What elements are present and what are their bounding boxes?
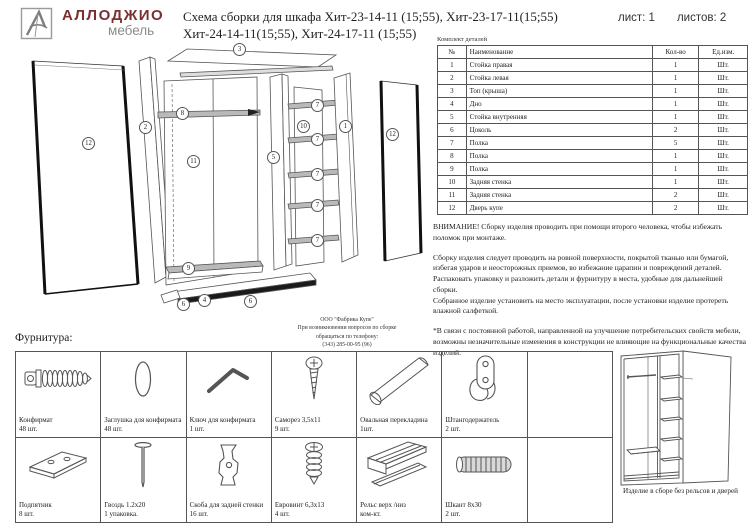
- callout-6: 6: [177, 298, 190, 311]
- callout-7: 7: [311, 133, 324, 146]
- instruction-paragraph: Распаковать упаковку и разложить детали и фурнитуру в места, удобные для дальнейшей сборки.: [433, 274, 723, 294]
- table-row: 7 Полка 5 Шт.: [438, 137, 748, 150]
- table-row: 12 Дверь купе 2 Шт.: [438, 202, 748, 215]
- callout-10: 10: [297, 120, 310, 133]
- hardware-section-label: Фурнитура:: [15, 332, 73, 344]
- hardware-cell: Рельс верх /низ ком-кт.: [357, 438, 442, 523]
- rail-profile-icon: [357, 442, 441, 488]
- cap-icon: [101, 356, 185, 402]
- assembled-product-drawing: [615, 348, 747, 486]
- sheet-number: лист: 1: [618, 12, 655, 24]
- table-row: 9 Полка 1 Шт.: [438, 163, 748, 176]
- sheets-total: листов: 2: [676, 12, 727, 24]
- euro-screw-icon: [272, 442, 356, 488]
- brand-name: АЛЛОДЖИО: [62, 7, 165, 24]
- callout-5: 5: [267, 151, 280, 164]
- parts-table-header: № Наименование Кол-во Ед.изм.: [438, 46, 748, 59]
- hardware-cell: Овальная перекладина 1шт.: [357, 352, 442, 438]
- assembled-product-caption: Изделие в сборе без рельсов и дверей: [622, 487, 739, 495]
- callout-7: 7: [311, 99, 324, 112]
- callout-1: 1: [339, 120, 352, 133]
- table-row: 5 Стойка внутренняя 1 Шт.: [438, 111, 748, 124]
- callout-9: 9: [182, 262, 195, 275]
- hardware-cell: Ключ для конфирмата 1 шт.: [187, 352, 272, 438]
- callout-7: 7: [311, 234, 324, 247]
- title-line-1: Схема сборки для шкафа Хит-23-14-11 (15;55), Хит-23-17-11(15;55): [183, 9, 558, 24]
- exploded-assembly-diagram: [20, 40, 440, 335]
- callout-7: 7: [311, 168, 324, 181]
- hardware-grid: [15, 351, 613, 523]
- hardware-cell: Штангодержатель 2 шт.: [442, 352, 527, 438]
- callout-12-right: 12: [386, 128, 399, 141]
- table-row: 8 Полка 1 Шт.: [438, 150, 748, 163]
- footnote-paragraph: *В связи с постоянной работой, направленной на улучшение потребительских свойств мебели, возможны незначительные изменения в конструкции не влияющие на функциональные качества изделий.: [433, 326, 746, 357]
- hex-key-icon: [187, 356, 271, 402]
- hardware-cell: Шкант 8х30 2 шт.: [442, 438, 527, 523]
- instruction-paragraph: Сборку изделия следует проводить на ровной поверхности, покрытой тканью или бумагой, избегая ударов и неосторожных приемов, во избежание царапин и повреждений деталей.: [433, 252, 729, 273]
- dowel-icon: [442, 442, 526, 488]
- callout-8: 8: [176, 107, 189, 120]
- hardware-cell-empty: [528, 352, 613, 438]
- table-row: 3 Топ (крыша) 1 Шт.: [438, 85, 748, 98]
- callout-4: 4: [198, 294, 211, 307]
- back-wall-bracket-icon: [187, 442, 271, 488]
- sheet-counter: [618, 12, 726, 24]
- assembly-notices: [433, 222, 746, 359]
- logo-letter-a-icon: [20, 7, 54, 41]
- instruction-paragraph: Собранное изделие установить на место эксплуатации, после установки изделие протереть влажной салфеткой.: [433, 295, 729, 316]
- hardware-cell: Подпятник 8 шт.: [16, 438, 101, 523]
- hardware-cell: Саморез 3,5х11 9 шт.: [272, 352, 357, 438]
- hardware-cell-empty: [528, 438, 613, 523]
- hardware-cell: Конфирмат 48 шт.: [16, 352, 101, 438]
- parts-table: [437, 45, 748, 215]
- company-logo: [20, 7, 164, 41]
- document-title: [183, 9, 563, 43]
- table-row: 4 Дно 1 Шт.: [438, 98, 748, 111]
- callout-6: 6: [244, 295, 257, 308]
- callout-3: 3: [233, 43, 246, 56]
- table-row: 1 Стойка правая 1 Шт.: [438, 59, 748, 72]
- table-row: 6 Цоколь 2 Шт.: [438, 124, 748, 137]
- hardware-cell: Евровинт 6,3х13 4 шт.: [272, 438, 357, 523]
- nail-icon: [101, 442, 185, 488]
- factory-contact-note: ООО "Фабрика Купе" При возникновении вопросов по сборке обращаться по телефону: (343) 285-00-95 (96): [297, 317, 397, 349]
- callout-11: 11: [187, 155, 200, 168]
- table-row: 2 Стойка левая 1 Шт.: [438, 72, 748, 85]
- table-row: 10 Задняя стенка 1 Шт.: [438, 176, 748, 189]
- hardware-cell: Скоба для задней стенки 16 шт.: [187, 438, 272, 523]
- rod-holder-icon: [442, 356, 526, 402]
- brand-subtitle: мебель: [108, 23, 155, 38]
- hardware-cell: Заглушка для конфирмата 48 шт.: [101, 352, 186, 438]
- callout-12-left: 12: [82, 137, 95, 150]
- confirmat-screw-icon: [16, 356, 100, 402]
- warning-paragraph: ВНИМАНИЕ! Сборку изделия проводить при помощи второго человека, чтобы избежать поломок при монтаже.: [433, 222, 723, 242]
- parts-table-caption: Комплект деталей: [437, 36, 488, 43]
- callout-7: 7: [311, 199, 324, 212]
- foot-pad-icon: [16, 442, 100, 488]
- callout-2: 2: [139, 121, 152, 134]
- hardware-cell: Гвоздь 1.2х20 1 упаковка.: [101, 438, 186, 523]
- table-row: 11 Задняя стенка 2 Шт.: [438, 189, 748, 202]
- oval-rail-icon: [357, 356, 441, 402]
- screw-icon: [272, 356, 356, 402]
- title-line-2: Хит-24-14-11(15;55), Хит-24-17-11 (15;55): [183, 25, 417, 41]
